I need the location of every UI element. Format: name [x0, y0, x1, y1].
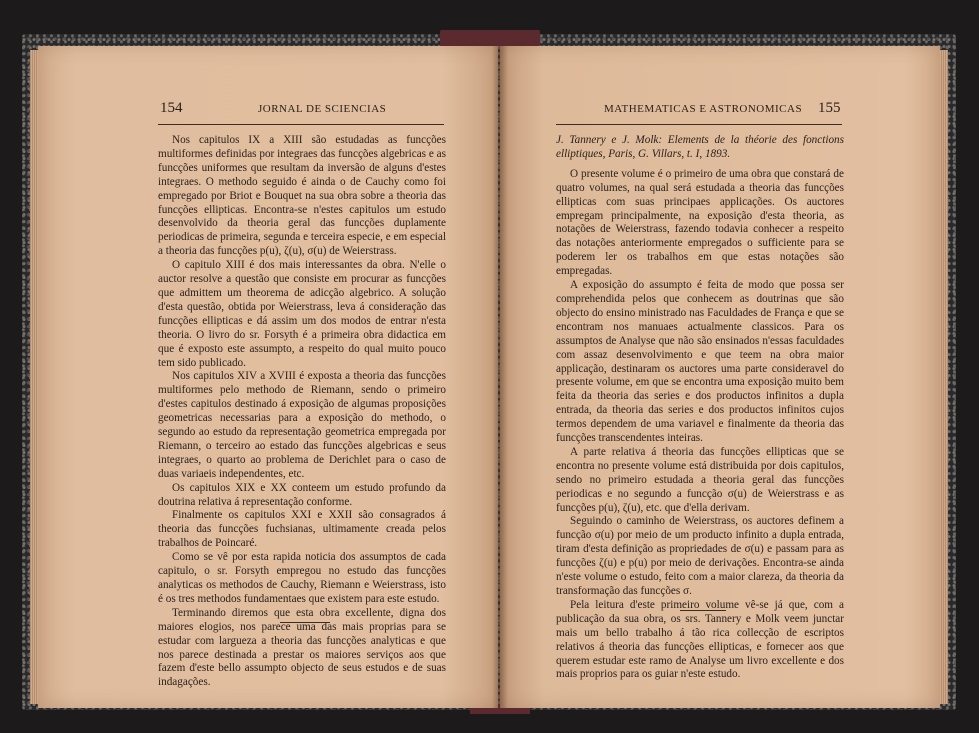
left-page-body [158, 134, 446, 690]
paragraph: Pela leitura d'este primeiro volume vê-se já que, com a publicação da sua obra, os srs. Tannery e Molk veem junctar mais um bello trabalho á tão rica collecção de escriptos relativos á theoria das funcções ellipticas, e fornecer aos que querem estudar este ramo de Analyse um livro excellente e dos mais proprios para os guiar n'este estudo. [556, 598, 844, 681]
left-end-rule [280, 622, 330, 623]
paragraph: A parte relativa á theoria das funcções ellipticas que se encontra no presente volume está distribuida por dois capitulos, sendo no primeiro estudada a theoria geral das funcções periodicas e no segundo a funcção σ(u) de Weierstrass e as funcções p(u), ζ(u), etc. que d'ella derivam. [556, 445, 844, 514]
paragraph: Finalmente os capitulos XXI e XXII são consagrados á theoria das funcções fuchsianas, ultimamente creada pelos trabalhos de Poincaré. [158, 509, 446, 550]
book-gutter [492, 46, 508, 708]
right-end-rule [680, 610, 726, 611]
paragraph: O presente volume é o primeiro de uma obra que constará de quatro volumes, na qual será estudada a theoria das funcções ellipticas com suas principaes applicações. Os auctores empregam principalmente, na exposição d'esta theoria, as notações de Weierstrass, fazendo todavia conhecer a respeito das notações anteriormente empregados o sufficiente para se poderem ler os trabalhos em que estas notações são empregadas. [556, 167, 844, 278]
paragraph: Seguindo o caminho de Weierstrass, os auctores definem a funcção σ(u) por meio de um producto infinito a dupla entrada, tiram d'esta definição as propriedades de σ(u) e passam para as funcções ζ(u) e p(u) por meio de derivações. Encontra-se ainda n'este volume o estudo, feito com a maior clareza, da theoria da transformação das funcções σ. [556, 515, 844, 597]
left-page-number: 154 [160, 100, 183, 116]
paragraph: O capitulo XIII é dos mais interessantes da obra. N'elle o auctor resolve a questão que consiste em procurar as funcções que admittem um theorema de adicção algebrico. A solução d'esta questão, obtida por Weierstrass, leva á consideração das funcções ellipticas e dá assim um dos modos de entrar n'esta theoria. O livro do sr. Forsyth é a primeira obra didactica em que é exposto este assumpto, a respeito do qual muito pouco tem sido publicado. [158, 259, 446, 369]
left-running-head: JORNAL DE SCIENCIAS [258, 103, 387, 115]
right-page-body [556, 134, 844, 682]
left-header-rule [158, 124, 444, 125]
paragraph: Os capitulos XIX e XX conteem um estudo profundo da doutrina relativa á representação conforme. [158, 481, 446, 508]
spine-top [440, 30, 540, 46]
paragraph: Nos capitulos XIV a XVIII é exposta a theoria das funcções multiformes pelo methodo de Riemann, sendo o primeiro d'estes capitulos destinado á exposição de algumas proposições geometricas necessarias para a exposição do methodo, o segundo ao estudo da representação geometrica empregada por Riemann, o terceiro ao estado das funcções algebricas e seus integraes, o quarto ao problema de Derichlet para o caso de duas variaeis independentes, etc. [158, 370, 446, 480]
paragraph: Como se vê por esta rapida noticia dos assumptos de cada capitulo, o sr. Forsyth empregou no estudo das funcções analyticas os methodos de Cauchy, Riemann e Weierstrass, isto é os tres methodos fundamentaes que existem para este estudo. [158, 551, 446, 605]
right-running-head: MATHEMATICAS E ASTRONOMICAS [604, 103, 803, 115]
book-reference: J. Tannery e J. Molk: Elements de la théorie des fonctions elliptiques, Paris, G. Villars, t. I, 1893. [556, 134, 844, 160]
right-header-rule [556, 124, 842, 125]
paragraph: Nos capitulos IX a XIII são estudadas as funcções multiformes definidas por integraes das funcções algebricas e as funcções uniformes que resultam da inversão de alguns d'estes integraes. O methodo seguido é ainda o de Cauchy como foi empregado por Briot e Bouquet na sua obra sobre a theoria das funcções ellipticas. Encontra-se n'estes capitulos um estudo desenvolvido da theoria geral das funcções duplamente periodicas de primeira, segunda e terceira especie, e em especial a theoria das funcções p(u), ζ(u), σ(u) de Weierstrass. [158, 134, 446, 258]
right-page-number: 155 [818, 100, 841, 116]
paragraph: Terminando diremos que esta obra excellente, digna dos maiores elogios, nos parece uma das mais proprias para se estudar com largueza a theoria das funcções analyticas e que nos parece destinada a prestar os maiores serviços aos que fazem d'este bello assumpto objecto de seus estudos e de suas indagações. [158, 606, 446, 689]
paragraph: A exposição do assumpto é feita de modo que possa ser comprehendida pelos que conhecem as doutrinas que são objecto do ensino ministrado nas Faculdades de França e que se encontram nos manuaes actualmente classicos. Para os assumptos de Analyse que não são ensinados n'essas faculdades com assaz desenvolvimento e que teem na obra maior applicação, destinaram os auctores uma parte consideravel do presente volume, em que se encontra uma exposição muito bem feita da theoria das series e dos productos infinitos a dupla entrada, da theoria das series e dos productos infinitos cujos termos dependem de uma variavel e finalmente da theoria das funcções transcendentes inteiras. [556, 279, 844, 445]
